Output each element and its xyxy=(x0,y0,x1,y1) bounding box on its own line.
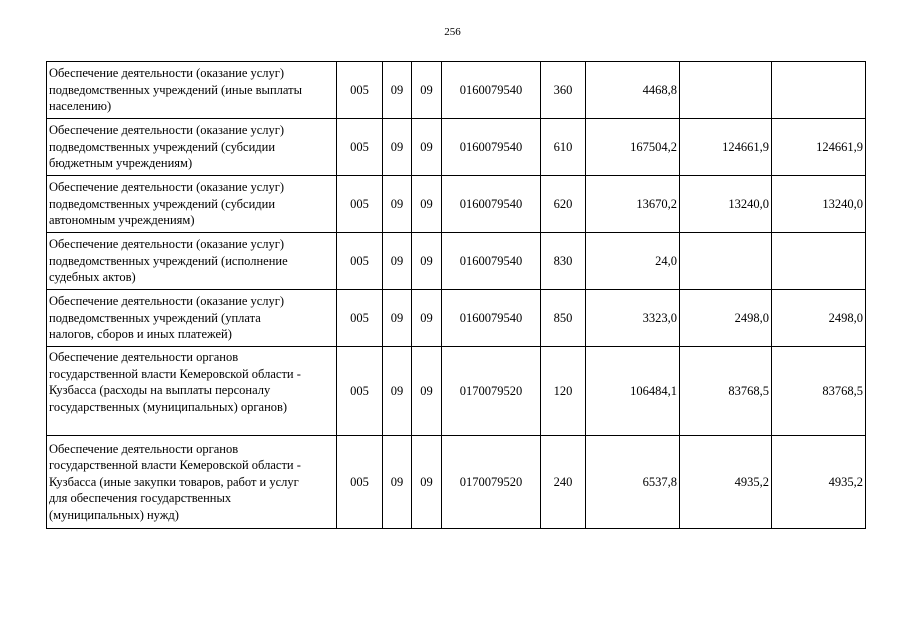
amount-year3-cell: 124661,9 xyxy=(772,119,866,176)
target-article-cell: 0160079540 xyxy=(442,176,541,233)
row-name-line: Обеспечение деятельности (оказание услуг) xyxy=(49,66,285,81)
ministry-code-cell: 005 xyxy=(337,62,383,119)
row-name-line: государственной власти Кемеровской области - xyxy=(49,366,301,381)
row-name-line: Обеспечение деятельности органов xyxy=(49,441,239,456)
expense-type-cell: 830 xyxy=(541,233,586,290)
amount-year2-cell: 83768,5 xyxy=(680,347,772,436)
amount-year1-cell: 167504,2 xyxy=(586,119,680,176)
amount-year3-cell xyxy=(772,62,866,119)
table-body xyxy=(47,62,866,529)
ministry-code-cell: 005 xyxy=(337,119,383,176)
section-cell: 09 xyxy=(383,119,412,176)
target-article-cell: 0160079540 xyxy=(442,62,541,119)
subsection-cell: 09 xyxy=(412,347,442,436)
row-name-line: населению) xyxy=(49,99,112,114)
row-name-cell xyxy=(47,290,337,347)
row-name-line: Обеспечение деятельности (оказание услуг) xyxy=(49,294,285,309)
row-name-line: судебных актов) xyxy=(49,270,136,285)
section-cell: 09 xyxy=(383,347,412,436)
row-name-line: подведомственных учреждений (уплата xyxy=(49,310,261,325)
amount-year2-cell: 13240,0 xyxy=(680,176,772,233)
target-article-cell: 0160079540 xyxy=(442,290,541,347)
amount-year2-cell: 4935,2 xyxy=(680,436,772,529)
ministry-code-cell: 005 xyxy=(337,290,383,347)
amount-year1-cell: 13670,2 xyxy=(586,176,680,233)
amount-year1-cell: 106484,1 xyxy=(586,347,680,436)
page-number: 256 xyxy=(444,26,461,38)
section-cell: 09 xyxy=(383,176,412,233)
subsection-cell: 09 xyxy=(412,436,442,529)
expense-type-cell: 120 xyxy=(541,347,586,436)
expense-type-cell: 360 xyxy=(541,62,586,119)
row-name-line: Обеспечение деятельности (оказание услуг) xyxy=(49,237,285,252)
table-row xyxy=(47,436,866,529)
ministry-code-cell: 005 xyxy=(337,176,383,233)
row-name-line: подведомственных учреждений (субсидии xyxy=(49,196,276,211)
subsection-cell: 09 xyxy=(412,233,442,290)
expense-type-cell: 610 xyxy=(541,119,586,176)
table-row xyxy=(47,176,866,233)
amount-year3-cell xyxy=(772,233,866,290)
amount-year2-cell: 2498,0 xyxy=(680,290,772,347)
budget-table xyxy=(46,61,866,529)
row-name-cell xyxy=(47,347,337,436)
target-article-cell: 0170079520 xyxy=(442,347,541,436)
row-name-line: Обеспечение деятельности органов xyxy=(49,350,239,364)
section-cell: 09 xyxy=(383,62,412,119)
amount-year2-cell xyxy=(680,62,772,119)
section-cell: 09 xyxy=(383,290,412,347)
amount-year1-cell: 4468,8 xyxy=(586,62,680,119)
amount-year2-cell: 124661,9 xyxy=(680,119,772,176)
row-name-cell xyxy=(47,233,337,290)
amount-year3-cell: 2498,0 xyxy=(772,290,866,347)
row-name-line: государственных (муниципальных) органов) xyxy=(49,399,288,414)
expense-type-cell: 620 xyxy=(541,176,586,233)
amount-year3-cell: 83768,5 xyxy=(772,347,866,436)
row-name-cell xyxy=(47,62,337,119)
table-row xyxy=(47,290,866,347)
expense-type-cell: 240 xyxy=(541,436,586,529)
ministry-code-cell: 005 xyxy=(337,233,383,290)
amount-year1-cell: 24,0 xyxy=(586,233,680,290)
row-name-line: налогов, сборов и иных платежей) xyxy=(49,327,232,342)
row-name-line: Кузбасса (иные закупки товаров, работ и услуг xyxy=(49,474,299,489)
target-article-cell: 0160079540 xyxy=(442,233,541,290)
row-name-line: подведомственных учреждений (субсидии xyxy=(49,139,276,154)
expense-type-cell: 850 xyxy=(541,290,586,347)
table-row xyxy=(47,233,866,290)
ministry-code-cell: 005 xyxy=(337,347,383,436)
table-row xyxy=(47,62,866,119)
row-name-line: Обеспечение деятельности (оказание услуг) xyxy=(49,123,285,138)
subsection-cell: 09 xyxy=(412,290,442,347)
target-article-cell: 0170079520 xyxy=(442,436,541,529)
table-row xyxy=(47,119,866,176)
amount-year1-cell: 6537,8 xyxy=(586,436,680,529)
row-name-line: подведомственных учреждений (иные выплаты xyxy=(49,82,302,97)
row-name-cell xyxy=(47,119,337,176)
amount-year2-cell xyxy=(680,233,772,290)
row-name-line: Кузбасса (расходы на выплаты персоналу xyxy=(49,383,271,397)
ministry-code-cell: 005 xyxy=(337,436,383,529)
row-name-cell xyxy=(47,176,337,233)
section-cell: 09 xyxy=(383,436,412,529)
row-name-line: подведомственных учреждений (исполнение xyxy=(49,253,288,268)
row-name-line: (муниципальных) нужд) xyxy=(49,507,179,522)
amount-year3-cell: 13240,0 xyxy=(772,176,866,233)
subsection-cell: 09 xyxy=(412,62,442,119)
subsection-cell: 09 xyxy=(412,119,442,176)
row-name-line: Обеспечение деятельности (оказание услуг) xyxy=(49,180,285,195)
table-row xyxy=(47,347,866,436)
amount-year3-cell: 4935,2 xyxy=(772,436,866,529)
amount-year1-cell: 3323,0 xyxy=(586,290,680,347)
row-name-line: государственной власти Кемеровской области - xyxy=(49,458,301,473)
section-cell: 09 xyxy=(383,233,412,290)
row-name-line: для обеспечения государственных xyxy=(49,491,232,506)
row-name-line: бюджетным учреждениям) xyxy=(49,156,193,171)
subsection-cell: 09 xyxy=(412,176,442,233)
target-article-cell: 0160079540 xyxy=(442,119,541,176)
row-name-cell xyxy=(47,436,337,529)
row-name-line: автономным учреждениям) xyxy=(49,213,195,228)
